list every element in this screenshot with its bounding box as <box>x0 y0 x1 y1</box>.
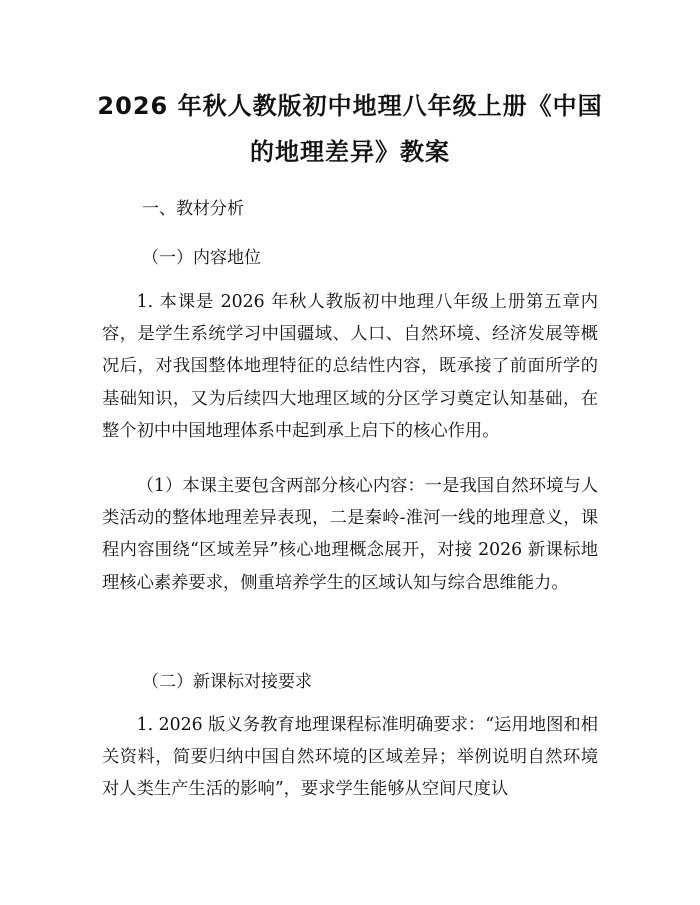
subsection-heading-curriculum-requirements: （二）新课标对接要求 <box>142 672 312 692</box>
document-title-line-2: 的地理差异》教案 <box>250 138 450 166</box>
document-title-line-1: 2026 年秋人教版初中地理八年级上册《中国 <box>97 92 603 120</box>
subsection-heading-content-position: （一）内容地位 <box>142 248 261 268</box>
paragraph-curriculum-standard: 1. 2026 版义务教育地理课程标准明确要求：“运用地图和相关资料，简要归纳中国自然环境的区域差异；举例说明自然环境对人类生产生活的影响”，要求学生能够从空间尺度认 <box>102 715 598 800</box>
paragraph-course-position: 1. 本课是 2026 年秋人教版初中地理八年级上册第五章内容，是学生系统学习中国疆域、人口、自然环境、经济发展等概况后，对我国整体地理特征的总结性内容，既承接了前面所学的基础知识，又为后续四大地理区域的分区学习奠定认知基础，在整个初中中国地理体系中起到承上启下的核心作用。 <box>102 292 598 441</box>
paragraph-core-content: （1）本课主要包含两部分核心内容：一是我国自然环境与人类活动的整体地理差异表现，二是秦岭-淮河一线的地理意义，课程内容围绕“区域差异”核心地理概念展开，对接 2026 新课标地理核心素养要求，侧重培养学生的区域认知与综合思维能力。 <box>102 476 598 593</box>
section-heading-textbook-analysis: 一、教材分析 <box>142 199 244 219</box>
